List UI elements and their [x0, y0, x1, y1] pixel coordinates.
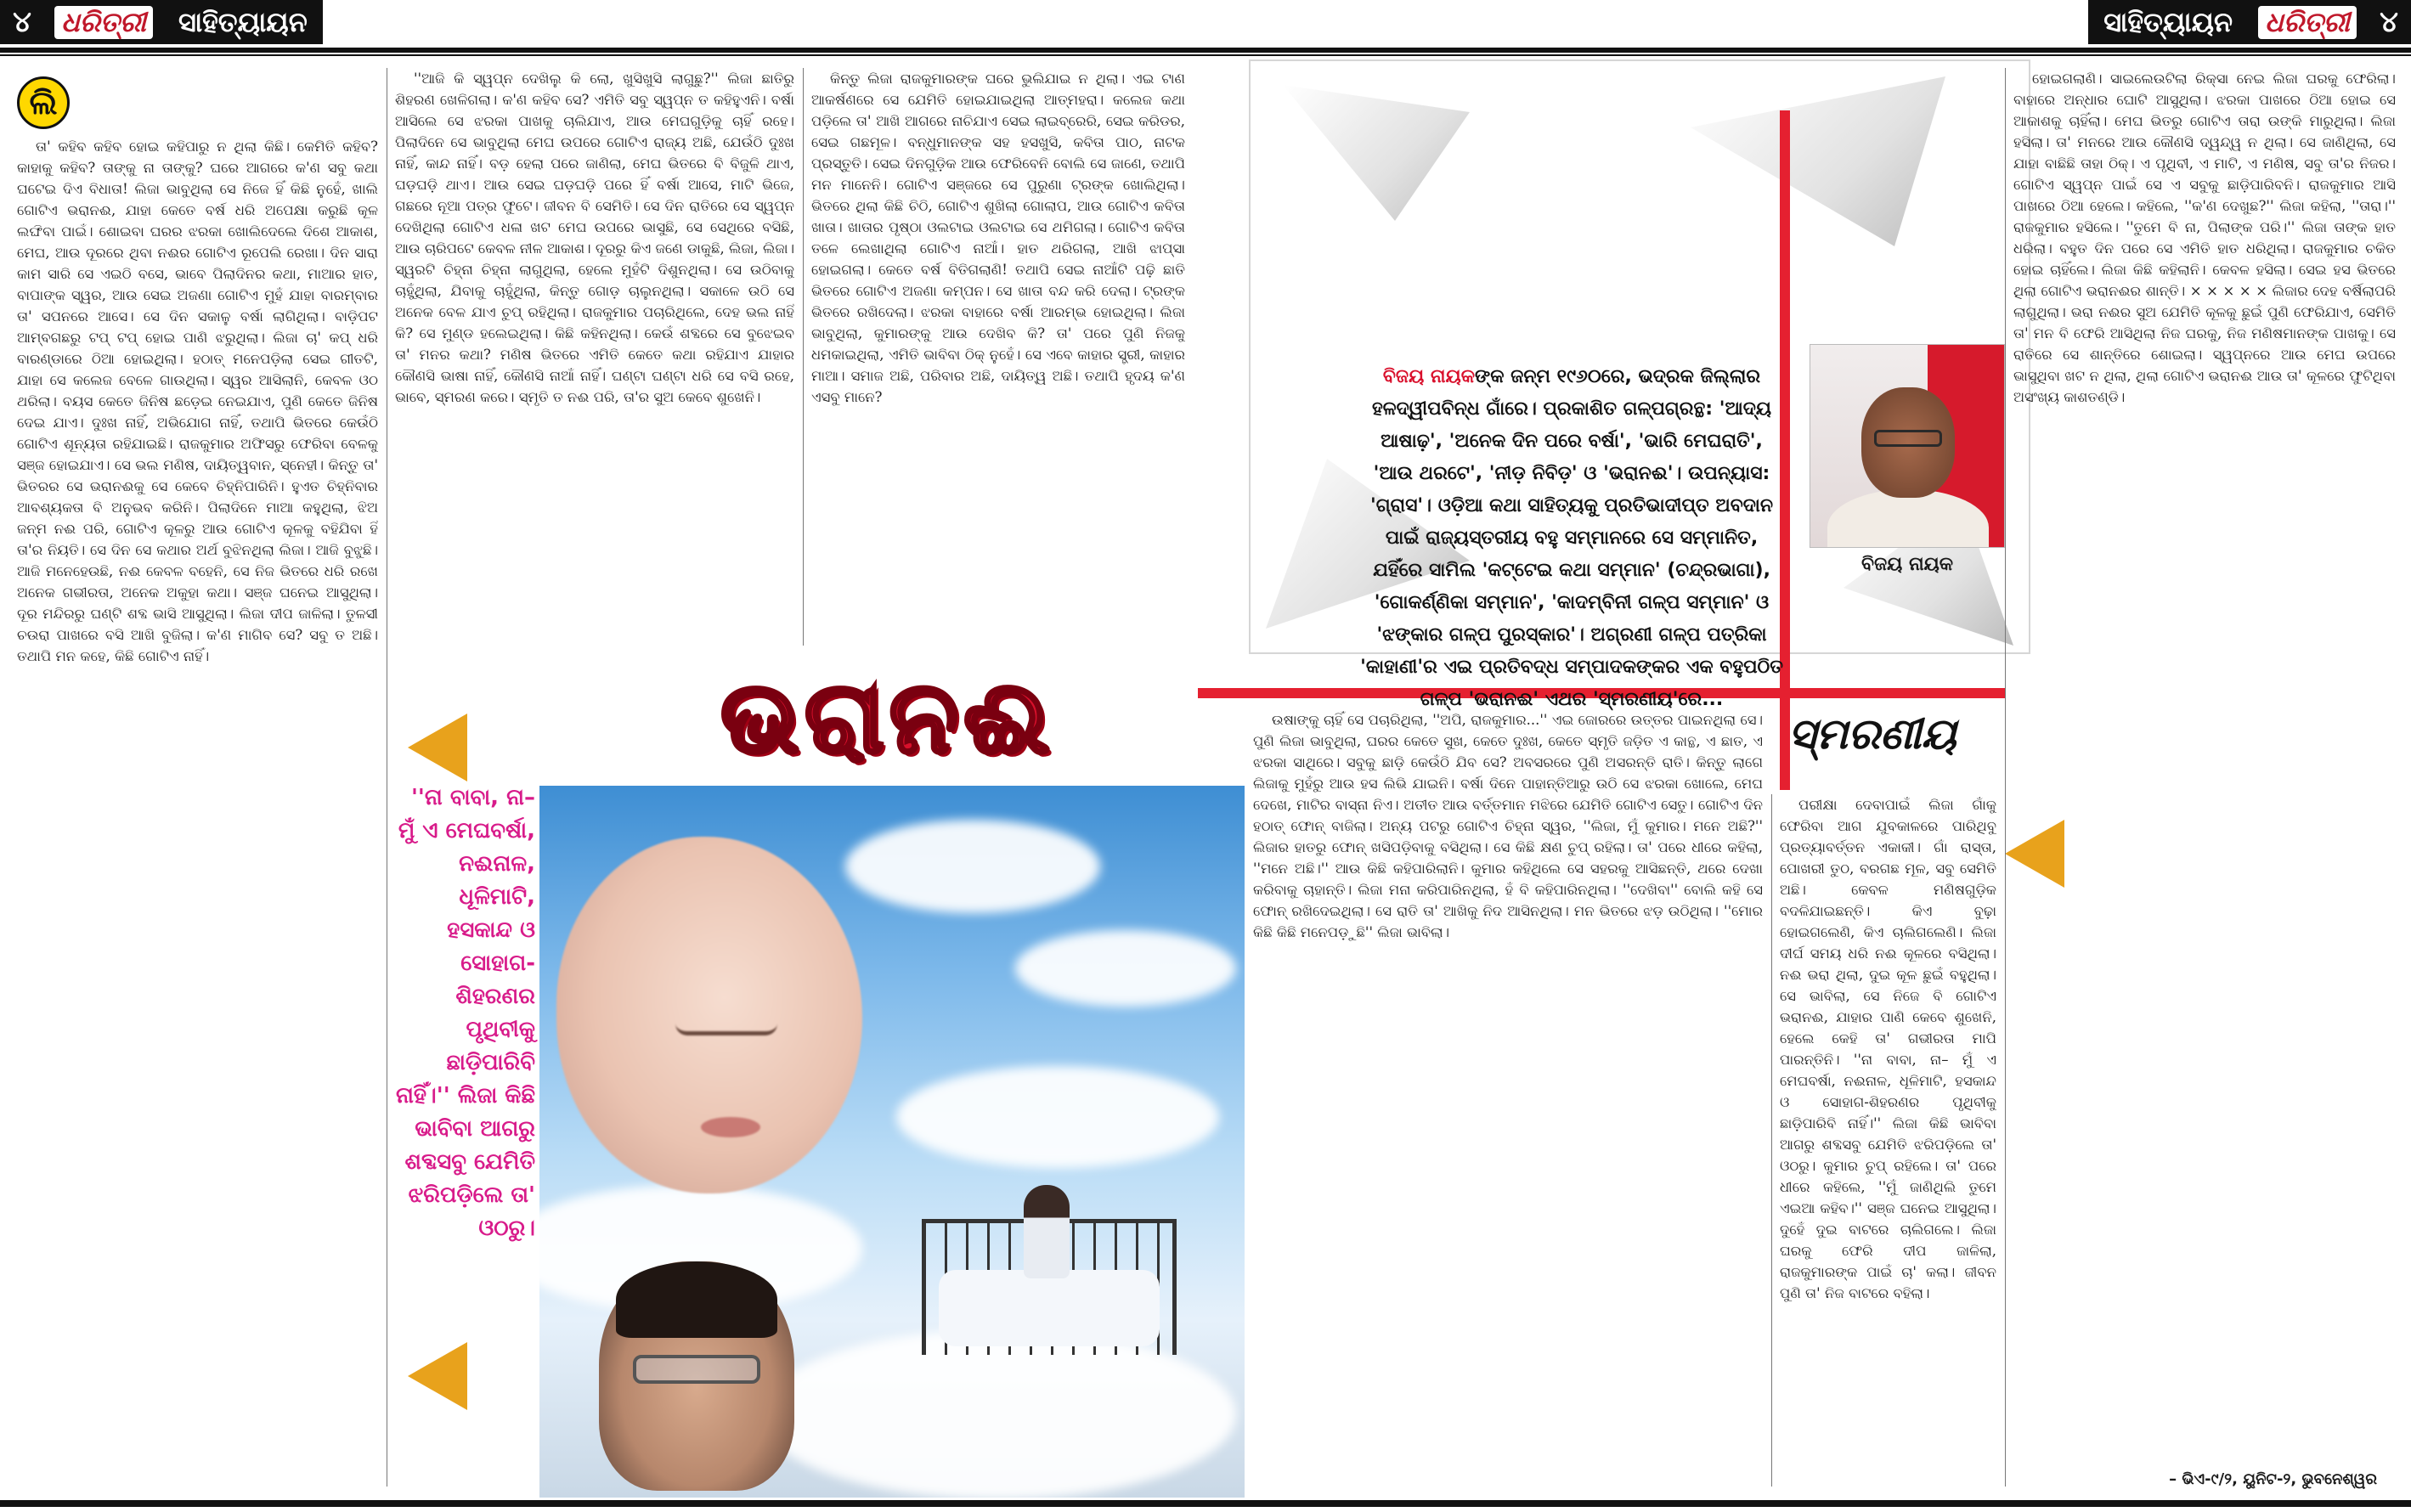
man-hair — [616, 1261, 777, 1338]
man-portrait — [599, 1261, 794, 1491]
header-right — [2054, 0, 2411, 44]
bed-sheet — [939, 1270, 1160, 1346]
author-bio — [1359, 361, 1784, 716]
author-name: ବିଜୟ ନାୟକ — [1382, 366, 1476, 387]
footer-rule — [0, 1500, 2411, 1507]
decor-triangle — [408, 1342, 467, 1410]
cloud-shape — [845, 820, 1100, 913]
author-bio-text: ଙ୍କ ଜନ୍ମ ୧୯୬୦ରେ, ଭଦ୍ରକ ଜିଲ୍ଲାର ହଳଦ୍ୱୀପବିନ୍ଧ ଗାଁରେ। ପ୍ରକାଶିତ ଗଳ୍ପଗ୍ରନ୍ଥ: 'ଆଦ୍ୟ ଆଷାଢ଼', 'ଅନେକ ଦିନ ପରେ ବର୍ଷା', 'ଭାରି ମେଘରାତି', 'ଆଉ ଥରଟେ', 'ନୀଡ଼ ନିବିଡ଼' ଓ 'ଭରାନଈ'। ଉପନ୍ୟାସ: 'ଗ୍ରାସ'। ଓଡ଼ିଆ କଥା ସାହିତ୍ୟକୁ ପ୍ରତିଭାଦୀପ୍ତ ଅବଦାନ ପାଇଁ ରାଜ୍ୟସ୍ତରୀୟ ବହୁ ସମ୍ମାନରେ ସେ ସମ୍ମାନିତ, ଯହିଁରେ ସାମିଲ 'କଟ୍ଟେଇ କଥା ସମ୍ମାନ' (ଚନ୍ଦ୍ରଭାଗା), 'ଗୋକର୍ଣ୍ଣିକା ସମ୍ମାନ', 'କାଦମ୍ବିନୀ ଗଳ୍ପ ସମ୍ମାନ' ଓ 'ଝଙ୍କାର ଗଳ୍ପ ପୁରସ୍କାର'। ଅଗ୍ରଣୀ ଗଳ୍ପ ପତ୍ରିକା 'କାହାଣୀ'ର ଏଇ ପ୍ରତିବଦ୍ଧ ସମ୍ପାଦକଙ୍କର ଏକ ବହୁପଠିତ ଗଳ୍ପ 'ଭରାନଈ' ଏଥର 'ସ୍ମରଣୀୟ'ରେ... — [1360, 366, 1783, 710]
girl-on-bed — [1024, 1185, 1070, 1278]
section-title: ସାହିତ୍ୟାୟନ — [2088, 0, 2248, 44]
text-column-1 — [17, 136, 378, 1487]
story-title: ଭରାନଈ — [720, 658, 1055, 776]
column-text: ''ଆଜି କି ସ୍ୱପ୍ନ ଦେଖିଲୁ କି ଲୋ, ଖୁସିଖୁସି ଲାଗୁଛୁ?'' ଲିଜା ଛାତିରୁ ଶିହରଣ ଖେଳିଗଲା। କ'ଣ କହିବ ସେ? ଏମିତି ସବୁ ସ୍ୱପ୍ନ ତ କହିହୁଏନି। ବର୍ଷା ଆସିଲେ ସେ ଝରକା ପାଖକୁ ଚାଲିଯାଏ, ଆଉ ମେଘଗୁଡ଼ିକୁ ଚାହିଁ ରହେ। ପିଲାଦିନେ ସେ ଭାବୁଥିଲା ମେଘ ଉପରେ ଗୋଟିଏ ରାଜ୍ୟ ଅଛି, ଯେଉଁଠି ଦୁଃଖ ନାହିଁ, କାନ୍ଦ ନାହିଁ। ବଡ଼ ହେଲା ପରେ ଜାଣିଲା, ମେଘ ଭିତରେ ବି ବିଜୁଳି ଥାଏ, ଘଡ଼ଘଡ଼ି ଥାଏ। ଆଉ ସେଇ ଘଡ଼ଘଡ଼ି ପରେ ହିଁ ବର୍ଷା ଆସେ, ମାଟି ଭିଜେ, ଗଛରେ ନୂଆ ପତ୍ର ଫୁଟେ। ଜୀବନ ବି ସେମିତି। ସେ ଦିନ ରାତିରେ ସେ ସ୍ୱପ୍ନ ଦେଖିଥିଲା ଗୋଟିଏ ଧଳା ଖଟ ମେଘ ଉପରେ ଭାସୁଛି, ସେ ସେଥିରେ ବସିଛି, ଆଉ ଚାରିପଟେ କେବଳ ନୀଳ ଆକାଶ। ଦୂରରୁ କିଏ ଜଣେ ଡାକୁଛି, ଲିଜା, ଲିଜା। ସ୍ୱରଟି ଚିହ୍ନା ଚିହ୍ନା ଲାଗୁଥିଲା, ହେଲେ ମୁହଁଟି ଦିଶୁନଥିଲା। ସେ ଉଠିବାକୁ ଚାହୁଁଥିଲା, ଯିବାକୁ ଚାହୁଁଥିଲା, କିନ୍ତୁ ଗୋଡ଼ ଚାଲୁନଥିଲା। ସକାଳେ ଉଠି ସେ ଅନେକ ବେଳ ଯାଏ ଚୁପ୍ ରହିଥିଲା। ରାଜକୁମାର ପଚାରିଥିଲେ, ଦେହ ଭଲ ନାହିଁ କି? ସେ ମୁଣ୍ଡ ହଲେଇଥିଲା। କିଛି କହିନଥିଲା। କେଉଁ ଶବ୍ଦରେ ସେ ବୁଝେଇବ ତା' ମନର କଥା? ମଣିଷ ଭିତରେ ଏମିତି କେତେ କଥା ରହିଯାଏ ଯାହାର କୌଣସି ଭାଷା ନାହିଁ, କୌଣସି ନାଆଁ ନାହିଁ। ଘଣ୍ଟା ଘଣ୍ଟା ଧରି ସେ ବସି ରହେ, ଭାବେ, ସ୍ମରଣ କରେ। ସ୍ମୃତି ତ ନଈ ପରି, ତା'ର ସୁଅ କେବେ ଶୁଖେନି। — [395, 71, 794, 405]
page-number: ୪ — [0, 0, 44, 44]
author-spectacles — [1874, 430, 1942, 447]
text-column-6 — [2013, 68, 2396, 1461]
column-text: ଉଷାଙ୍କୁ ଚାହିଁ ସେ ପଚାରିଥିଲା, ''ଅପି, ରାଜକୁମାର...'' ଏଇ ଜୋରରେ ଉତ୍ତର ପାଇନଥିଲା ସେ। ପୁଣି ଲିଜା ଭାବୁଥିଲା, ଘରର କେତେ ସୁଖ, କେତେ ଦୁଃଖ, କେତେ ସ୍ମୃତି ଜଡ଼ିତ ଏ କାନ୍ଥ, ଏ ଛାତ, ଏ ଝରକା ସାଥିରେ। ସବୁକୁ ଛାଡ଼ି କେଉଁଠି ଯିବ ସେ? ଅବସରରେ ପୁଣି ଅସରନ୍ତି ରାତି। କିନ୍ତୁ ଲାଗେ ଲିଜାକୁ ମୁହଁରୁ ଆଉ ହସ ଲିଭି ଯାଇନି। ବର୍ଷା ଦିନେ ପାହାନ୍ତିଆରୁ ଉଠି ସେ ଝରକା ଖୋଲେ, ମେଘ ଦେଖେ, ମାଟିର ବାସ୍ନା ନିଏ। ଅତୀତ ଆଉ ବର୍ତ୍ତମାନ ମଝିରେ ଯେମିତି ଗୋଟିଏ ସେତୁ। ଗୋଟିଏ ଦିନ ହଠାତ୍ ଫୋନ୍ ବାଜିଲା। ଅନ୍ୟ ପଟରୁ ଗୋଟିଏ ଚିହ୍ନା ସ୍ୱର, ''ଲିଜା, ମୁଁ କୁମାର। ମନେ ଅଛି?'' ଲିଜାର ହାତରୁ ଫୋନ୍ ଖସିପଡ଼ିବାକୁ ବସିଥିଲା। ସେ କିଛି କ୍ଷଣ ଚୁପ୍ ରହିଲା। ତା' ପରେ ଧୀରେ କହିଲା, ''ମନେ ଅଛି।'' ଆଉ କିଛି କହିପାରିଲାନି। କୁମାର କହିଥିଲେ ସେ ସହରକୁ ଆସିଛନ୍ତି, ଥରେ ଦେଖା କରିବାକୁ ଚାହାନ୍ତି। ଲିଜା ମନା କରିପାରିନଥିଲା, ହଁ ବି କହିପାରିନଥିଲା। ''ଦେଖିବା'' ବୋଲି କହି ସେ ଫୋନ୍ ରଖିଦେଇଥିଲା। ସେ ରାତି ତା' ଆଖିକୁ ନିଦ ଆସିନଥିଲା। ମନ ଭିତରେ ଝଡ଼ ଉଠିଥିଲା। ''ମୋର କିଛି କିଛି ମନେପଡ଼ୁଛି'' ଲିଜା ଭାବିଲା। — [1253, 712, 1763, 940]
pull-quote: ''ନା ବାବା, ନା– ମୁଁ ଏ ମେଘବର୍ଷା, ନଈନାଳ, ଧୂଳିମାଟି, ହସକାନ୍ଦ ଓ ସୋହାଗ-ଶିହରଣର ପୃଥିବୀକୁ ଛାଡ଼ିପାରିବି ନାହିଁ।'' ଲିଜା କିଛି ଭାବିବା ଆଗରୁ ଶବ୍ଦସବୁ ଯେମିତି ଝରିପଡ଼ିଲେ ତା' ଓଠରୁ। — [396, 785, 535, 1241]
drop-letter: ଲି — [17, 76, 70, 129]
author-photo — [1810, 344, 2005, 548]
column-text: ତା' କହିବ କହିବ ହୋଇ କହିପାରୁ ନ ଥିଲା କିଛି। କେମିତି କହିବ? କାହାକୁ କହିବ? ତାଙ୍କୁ ନା ତାଙ୍କୁ? ଘରେ ଆଗରେ କ'ଣ ସବୁ କଥା ଘଟେଇ ଦିଏ ବିଧାତା! ଲିଜା ଭାବୁଥିଲା ସେ ନିଜେ ହିଁ କିଛି ନୁହେଁ, ଖାଲି ଗୋଟିଏ ଭରାନଈ, ଯାହା କେତେ ବର୍ଷ ଧରି ଅପେକ୍ଷା କରୁଛି କୂଳ ଲଙ୍ଘିବା ପାଇଁ। ଶୋଇବା ଘରର ଝରକା ଖୋଲିଦେଲେ ଦିଶେ ଆକାଶ, ମେଘ, ଆଉ ଦୂରରେ ଥିବା ନଈର ଗୋଟିଏ ରୂପେଲି ରେଖା। ଦିନ ସାରା କାମ ସାରି ସେ ଏଇଠି ବସେ, ଭାବେ ପିଲାଦିନର କଥା, ମାଆର ହାତ, ବାପାଙ୍କ ସ୍ୱର, ଆଉ ସେଇ ଅଜଣା ଗୋଟିଏ ମୁହଁ ଯାହା ବାରମ୍ବାର ତା' ସପନରେ ଆସେ। ସେ ଦିନ ସକାଳୁ ବର୍ଷା ଲାଗିଥିଲା। ବାଡ଼ିପଟ ଆମ୍ବଗଛରୁ ଟପ୍ ଟପ୍ ହୋଇ ପାଣି ଝରୁଥିଲା। ଲିଜା ଚା' କପ୍ ଧରି ବାରଣ୍ଡାରେ ଠିଆ ହୋଇଥିଲା। ହଠାତ୍ ମନେପଡ଼ିଲା ସେଇ ଗୀତଟି, ଯାହା ସେ କଲେଜ ବେଳେ ଗାଉଥିଲା। ସ୍ୱର ଆସିଲାନି, କେବଳ ଓଠ ଥରିଲା। ବୟସ କେତେ ଜିନିଷ ଛଡ଼େଇ ନେଇଯାଏ, ପୁଣି କେତେ ଜିନିଷ ଦେଇ ଯାଏ। ଦୁଃଖ ନାହିଁ, ଅଭିଯୋଗ ନାହିଁ, ତଥାପି ଭିତରେ କେଉଁଠି ଗୋଟିଏ ଶୂନ୍ୟତା ରହିଯାଇଛି। ରାଜକୁମାର ଅଫିସରୁ ଫେରିବା ବେଳକୁ ସଞ୍ଜ ହୋଇଯାଏ। ସେ ଭଲ ମଣିଷ, ଦାୟିତ୍ୱବାନ, ସ୍ନେହୀ। କିନ୍ତୁ ତା' ଭିତରର ସେ ଭରାନଈକୁ ସେ କେବେ ଚିହ୍ନିପାରିନି। ହୁଏତ ଚିହ୍ନିବାର ଆବଶ୍ୟକତା ବି ଅନୁଭବ କରିନି। ପିଲାଦିନେ ମାଆ କହୁଥିଲା, ଝିଅ ଜନ୍ମ ନଈ ପରି, ଗୋଟିଏ କୂଳରୁ ଆଉ ଗୋଟିଏ କୂଳକୁ ବହିଯିବା ହିଁ ତା'ର ନିୟତି। ସେ ଦିନ ସେ କଥାର ଅର୍ଥ ବୁଝିନଥିଲା ଲିଜା। ଆଜି ବୁଝୁଛି। ଆଜି ମନେହେଉଛି, ନଈ କେବଳ ବହେନି, ସେ ନିଜ ଭିତରେ ଧରି ରଖେ ଅନେକ ଗଭୀରତା, ଅନେକ ଅକୁହା କଥା। ସଞ୍ଜ ଘନେଇ ଆସୁଥିଲା। ଦୂର ମନ୍ଦିରରୁ ଘଣ୍ଟି ଶବ୍ଦ ଭାସି ଆସୁଥିଲା। ଲିଜା ଦୀପ ଜାଳିଲା। ତୁଳସୀ ଚଉରା ପାଖରେ ବସି ଆଖି ବୁଜିଲା। କ'ଣ ମାଗିବ ସେ? ସବୁ ତ ଅଛି। ତଥାପି ମନ କହେ, କିଛି ଗୋଟିଏ ନାହିଁ। — [17, 138, 378, 664]
text-column-4 — [1253, 709, 1763, 1487]
closed-eye — [675, 1024, 777, 1035]
decor-triangle — [408, 714, 467, 781]
section-title: ସାହିତ୍ୟାୟନ — [163, 0, 323, 44]
text-column-3 — [811, 68, 1185, 646]
page-number: ୪ — [2367, 0, 2411, 44]
cloud-shape — [896, 1066, 1219, 1168]
column-divider — [1771, 794, 1772, 1487]
text-column-5 — [1780, 794, 1996, 1487]
header-left — [0, 0, 357, 44]
cloud-shape — [1015, 930, 1236, 1007]
photo-caption: ବିଜୟ ନାୟକ — [1860, 554, 1954, 575]
header-rule-thin — [0, 54, 2411, 56]
story-title-band — [586, 654, 1189, 781]
column-divider — [2005, 68, 2006, 1487]
story-illustration — [539, 786, 1245, 1498]
sleeping-woman-face — [556, 837, 862, 1193]
author-address: – ଭିଏ-୯/୨, ୟୁନିଟ-୨, ଭୁବନେଶ୍ୱର — [2169, 1470, 2377, 1488]
brand-logo: ଧରିତ୍ରୀ — [2248, 0, 2367, 44]
text-column-2 — [395, 68, 794, 646]
column-text: କିନ୍ତୁ ଲିଜା ରାଜକୁମାରଙ୍କ ଘରେ ଭୁଲିଯାଇ ନ ଥିଲା। ଏଇ ଟାଣ ଆକର୍ଷଣରେ ସେ ଯେମିତି ହୋଇଯାଇଥିଲା ଆତ୍ମହରା। କଲେଜ କଥା ପଡ଼ିଲେ ତା' ଆଖି ଆଗରେ ନାଚିଯାଏ ସେଇ ଲାଇବ୍ରେରି, ସେଇ କରିଡର, ସେଇ ଗଛମୂଳ। ବନ୍ଧୁମାନଙ୍କ ସହ ହସଖୁସି, କବିତା ପାଠ, ନାଟକ ପ୍ରସ୍ତୁତି। ସେଇ ଦିନଗୁଡ଼ିକ ଆଉ ଫେରିବେନି ବୋଲି ସେ ଜାଣେ, ତଥାପି ମନ ମାନେନି। ଗୋଟିଏ ସଞ୍ଜରେ ସେ ପୁରୁଣା ଟ୍ରଙ୍କ ଖୋଲିଥିଲା। ଭିତରେ ଥିଲା କିଛି ଚିଠି, ଗୋଟିଏ ଶୁଖିଲା ଗୋଲାପ, ଆଉ ଗୋଟିଏ କବିତା ଖାତା। ଖାତାର ପୃଷ୍ଠା ଓଲଟାଇ ଓଲଟାଇ ସେ ଥମିଗଲା। ଗୋଟିଏ କବିତା ତଳେ ଲେଖାଥିଲା ଗୋଟିଏ ନାଆଁ। ହାତ ଥରିଗଲା, ଆଖି ଝାପ୍ସା ହୋଇଗଲା। କେତେ ବର୍ଷ ବିତିଗଲାଣି! ତଥାପି ସେଇ ନାଆଁଟି ପଢ଼ି ଛାତି ଭିତରେ ଗୋଟିଏ ଅଜଣା କମ୍ପନ। ସେ ଖାତା ବନ୍ଦ କରି ଦେଲା। ଟ୍ରଙ୍କ ଭିତରେ ରଖିଦେଲା। ଝରକା ବାହାରେ ବର୍ଷା ଆରମ୍ଭ ହୋଇଥିଲା। ଲିଜା ଭାବୁଥିଲା, କୁମାରଙ୍କୁ ଆଉ ଦେଖିବ କି? ତା' ପରେ ପୁଣି ନିଜକୁ ଧମକାଇଥିଲା, ଏମିତି ଭାବିବା ଠିକ୍ ନୁହେଁ। ସେ ଏବେ କାହାର ସ୍ତ୍ରୀ, କାହାର ମାଆ। ସମାଜ ଅଛି, ପରିବାର ଅଛି, ଦାୟିତ୍ୱ ଅଛି। ତଥାପି ହୃଦୟ କ'ଣ ଏସବୁ ମାନେ? — [811, 71, 1185, 405]
brand-logo: ଧରିତ୍ରୀ — [44, 0, 163, 44]
column-text: ପରୀକ୍ଷା ଦେବାପାଇଁ ଲିଜା ଗାଁକୁ ଫେରିବା ଆଗ ଯୁବକାଳରେ ପାରିଥିବୁ ପ୍ରତ୍ୟାବର୍ତ୍ତନ ଏକାକୀ। ଗାଁ ରାସ୍ତା, ପୋଖରୀ ତୁଠ, ବରଗଛ ମୂଳ, ସବୁ ସେମିତି ଅଛି। କେବଳ ମଣିଷଗୁଡ଼ିକ ବଦଳିଯାଇଛନ୍ତି। କିଏ ବୁଢ଼ା ହୋଇଗଲେଣି, କିଏ ଚାଲିଗଲେଣି। ଲିଜା ଦୀର୍ଘ ସମୟ ଧରି ନଈ କୂଳରେ ବସିଥିଲା। ନଈ ଭରା ଥିଲା, ଦୁଇ କୂଳ ଛୁଇଁ ବହୁଥିଲା। ସେ ଭାବିଲା, ସେ ନିଜେ ବି ଗୋଟିଏ ଭରାନଈ, ଯାହାର ପାଣି କେବେ ଶୁଖେନି, ହେଲେ କେହି ତା' ଗଭୀରତା ମାପି ପାରନ୍ତିନି। ''ନା ବାବା, ନା– ମୁଁ ଏ ମେଘବର୍ଷା, ନଈନାଳ, ଧୂଳିମାଟି, ହସକାନ୍ଦ ଓ ସୋହାଗ-ଶିହରଣର ପୃଥିବୀକୁ ଛାଡ଼ିପାରିବି ନାହିଁ।'' ଲିଜା କିଛି ଭାବିବା ଆଗରୁ ଶବ୍ଦସବୁ ଯେମିତି ଝରିପଡ଼ିଲେ ତା' ଓଠରୁ। କୁମାର ଚୁପ୍ ରହିଲେ। ତା' ପରେ ଧୀରେ କହିଲେ, ''ମୁଁ ଜାଣିଥିଲି ତୁମେ ଏଇଆ କହିବ।'' ସଞ୍ଜ ଘନେଇ ଆସୁଥିଲା। ଦୁହେଁ ଦୁଇ ବାଟରେ ଚାଲିଗଲେ। ଲିଜା ଘରକୁ ଫେରି ଦୀପ ଜାଳିଲା, ରାଜକୁମାରଙ୍କ ପାଇଁ ଚା' କଲା। ଜୀବନ ପୁଣି ତା' ନିଜ ବାଟରେ ବହିଲା। — [1780, 797, 1996, 1301]
column-divider — [803, 68, 804, 646]
glasses — [633, 1355, 760, 1384]
bed-on-clouds — [922, 1185, 1177, 1355]
header-rule — [0, 48, 2411, 53]
lips — [701, 1117, 760, 1137]
feature-label: ସ୍ମରଣୀୟ — [1788, 709, 1956, 759]
column-text: ହୋଇଗଲାଣି। ସାଇଲେଉଟିଲା ରିକ୍ସା ନେଇ ଲିଜା ଘରକୁ ଫେରିଲା। ବାହାରେ ଅନ୍ଧାର ଘୋଟି ଆସୁଥିଲା। ଝରକା ପାଖରେ ଠିଆ ହୋଇ ସେ ଆକାଶକୁ ଚାହିଁଲା। ମେଘ ଭିତରୁ ଗୋଟିଏ ତାରା ଉଙ୍କି ମାରୁଥିଲା। ଲିଜା ହସିଲା। ତା' ମନରେ ଆଉ କୌଣସି ଦ୍ୱନ୍ଦ୍ୱ ନ ଥିଲା। ସେ ଜାଣିଥିଲା, ସେ ଯାହା ବାଛିଛି ତାହା ଠିକ୍। ଏ ପୃଥିବୀ, ଏ ମାଟି, ଏ ମଣିଷ, ସବୁ ତା'ର ନିଜର। ଗୋଟିଏ ସ୍ୱପ୍ନ ପାଇଁ ସେ ଏ ସବୁକୁ ଛାଡ଼ିପାରିବନି। ରାଜକୁମାର ଆସି ପାଖରେ ଠିଆ ହେଲେ। କହିଲେ, ''କ'ଣ ଦେଖୁଛ?'' ଲିଜା କହିଲା, ''ତାରା।'' ରାଜକୁମାର ହସିଲେ। ''ତୁମେ ବି ନା, ପିଲାଙ୍କ ପରି।'' ଲିଜା ତାଙ୍କ ହାତ ଧରିଲା। ବହୁତ ଦିନ ପରେ ସେ ଏମିତି ହାତ ଧରିଥିଲା। ରାଜକୁମାର ଚକିତ ହୋଇ ଚାହିଁଲେ। ଲିଜା କିଛି କହିଲାନି। କେବଳ ହସିଲା। ସେଇ ହସ ଭିତରେ ଥିଲା ଗୋଟିଏ ଭରାନଈର ଶାନ୍ତି। × × × × × ଲିଜାର ଦେହ ବର୍ଷିଲାପରି ଲାଗୁଥିଲା। ଭରା ନଈର ସୁଅ ଯେମିତି କୂଳକୁ ଛୁଇଁ ପୁଣି ଫେରିଯାଏ, ସେମିତି ତା' ମନ ବି ଫେରି ଆସିଥିଲା ନିଜ ଘରକୁ, ନିଜ ମଣିଷମାନଙ୍କ ପାଖକୁ। ସେ ରାତିରେ ସେ ଶାନ୍ତିରେ ଶୋଇଲା। ସ୍ୱପ୍ନରେ ଆଉ ମେଘ ଉପରେ ଭାସୁଥିବା ଖଟ ନ ଥିଲା, ଥିଲା ଗୋଟିଏ ଭରାନଈ ଆଉ ତା' କୂଳରେ ଫୁଟିଥିବା ଅସଂଖ୍ୟ କାଶତଣ୍ଡି। — [2013, 71, 2396, 405]
